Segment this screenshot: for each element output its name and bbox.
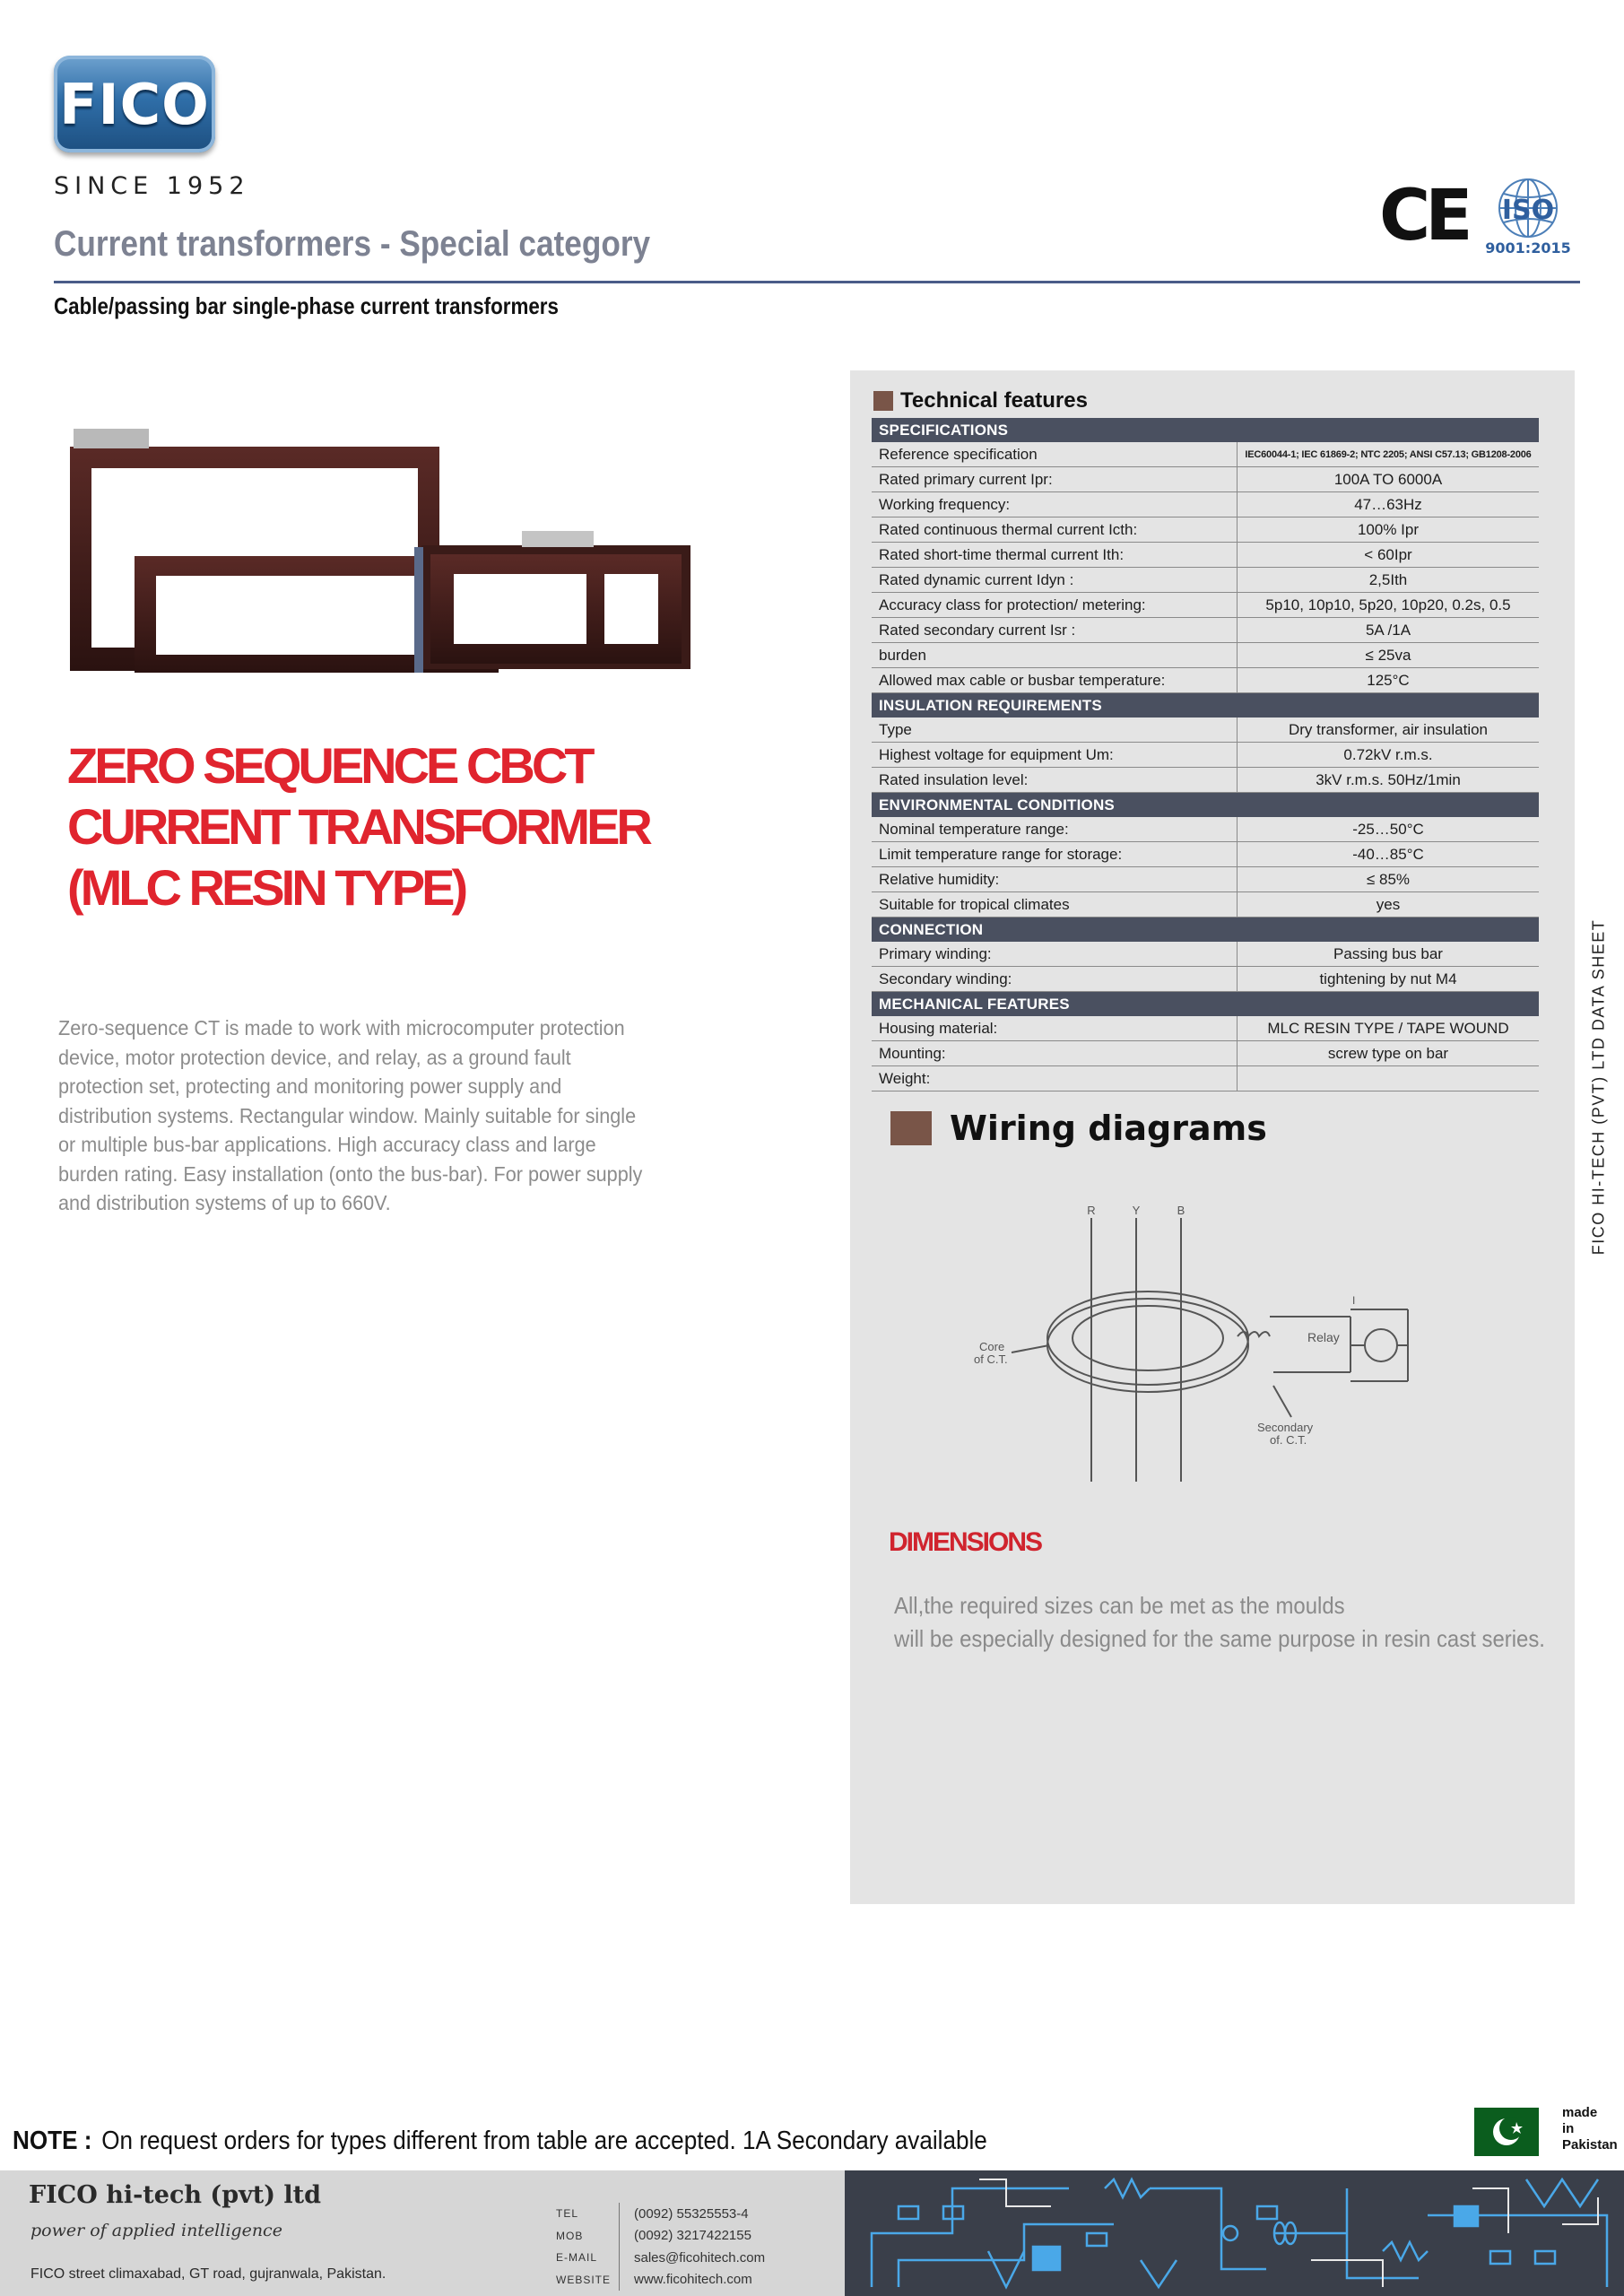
side-vertical-text: FICO HI-TECH (PVT) LTD DATA SHEET <box>1589 918 1608 1256</box>
section-insulation: INSULATION REQUIREMENTS <box>872 693 1539 718</box>
phase-label-r: R <box>1087 1204 1096 1217</box>
logo-text: FICO <box>59 71 210 137</box>
table-row: Housing material: MLC RESIN TYPE / TAPE WOUND <box>872 1016 1539 1041</box>
fico-logo <box>54 56 215 152</box>
made-in-pakistan: made in Pakistan <box>1562 2105 1618 2152</box>
circuit-pattern-icon <box>845 2170 1624 2296</box>
core-label: Core <box>979 1340 1005 1353</box>
secondary-label: Secondary <box>1257 1421 1314 1434</box>
core-label-2: of C.T. <box>974 1352 1008 1366</box>
note-label: NOTE : <box>13 2126 92 2155</box>
section-environmental: ENVIRONMENTAL CONDITIONS <box>872 793 1539 817</box>
section-specifications: SPECIFICATIONS <box>872 418 1539 442</box>
since-text: SINCE 1952 <box>54 172 250 200</box>
spec-table <box>872 418 1539 1091</box>
heading-square-icon <box>890 1111 932 1145</box>
table-row: Primary winding: Passing bus bar <box>872 942 1539 967</box>
wiring-diagrams-label: Wiring diagrams <box>950 1109 1267 1148</box>
table-row: Suitable for tropical climates yes <box>872 892 1539 918</box>
page-subtitle: Cable/passing bar single-phase current transformers <box>54 292 559 319</box>
table-row: Mounting: screw type on bar <box>872 1041 1539 1066</box>
contact-row-tel: TEL (0092) 55325553-4 <box>556 2203 843 2225</box>
table-row: Rated dynamic current Idyn : 2,5Ith <box>872 568 1539 593</box>
dimensions-heading: DIMENSIONS <box>889 1527 1042 1557</box>
table-row: Nominal temperature range: -25…50°C <box>872 817 1539 842</box>
table-row: Allowed max cable or busbar temperature: 125°C <box>872 668 1539 693</box>
dimensions-line-1: All,the required sizes can be met as the moulds <box>894 1592 1345 1619</box>
pakistan-flag-icon <box>1455 2108 1539 2156</box>
relay-label: Relay <box>1307 1330 1340 1344</box>
technical-features-heading <box>873 388 1088 413</box>
table-row: Highest voltage for equipment Um: 0.72kV r.m.s. <box>872 743 1539 768</box>
table-row: burden ≤ 25va <box>872 643 1539 668</box>
contact-row-mob: MOB (0092) 3217422155 <box>556 2225 843 2248</box>
technical-features-label: Technical features <box>900 388 1088 413</box>
page-title: Current transformers - Special category <box>54 224 651 264</box>
table-row: Rated insulation level: 3kV r.m.s. 50Hz/1min <box>872 768 1539 793</box>
current-label: I <box>1352 1294 1356 1307</box>
product-title: ZERO SEQUENCE CBCT CURRENT TRANSFORMER (MLC RESIN TYPE) <box>67 737 649 916</box>
product-description: Zero-sequence CT is made to work with microcomputer protection device, motor protection device, and relay, as a ground fault protection set, protecting and monitoring power supply and distribution systems. Rectangular window. Mainly suitable for single or multiple bus-bar applications. High accuracy class and large burden rating. Easy installation (onto the bus-bar). For power supply and distribution systems of up to 660V. <box>58 1016 643 1214</box>
table-row: Secondary winding: tightening by nut M4 <box>872 967 1539 992</box>
note-text: On request orders for types different from table are accepted. 1A Secondary available <box>101 2126 987 2155</box>
table-row: Accuracy class for protection/ metering: 5p10, 10p10, 5p20, 10p20, 0.2s, 0.5 <box>872 593 1539 618</box>
table-row: Working frequency: 47…63Hz <box>872 492 1539 517</box>
company-tagline: power of applied intelligence <box>30 2221 282 2240</box>
table-row: Limit temperature range for storage: -40…85°C <box>872 842 1539 867</box>
table-row: Rated primary current Ipr: 100A TO 6000A <box>872 467 1539 492</box>
company-name: FICO hi-tech (pvt) ltd <box>29 2181 322 2209</box>
ce-mark-icon: CE <box>1379 176 1468 257</box>
phase-label-y: Y <box>1132 1204 1141 1217</box>
table-row: Weight: <box>872 1066 1539 1091</box>
secondary-label-2: of. C.T. <box>1270 1433 1307 1447</box>
title-divider <box>54 281 1580 283</box>
iso-number: 9001:2015 <box>1485 239 1571 257</box>
table-row: Rated short-time thermal current Ith: < 60Ipr <box>872 543 1539 568</box>
contact-row-website: WEBSITE www.ficohitech.com <box>556 2269 843 2292</box>
dimensions-line-2: will be especially designed for the same purpose in resin cast series. <box>894 1625 1545 1652</box>
wiring-diagrams-heading <box>890 1109 1267 1148</box>
product-photo <box>63 422 708 691</box>
phase-label-b: B <box>1177 1204 1185 1217</box>
dimensions-text <box>894 1589 1545 1656</box>
wiring-diagram <box>933 1202 1417 1489</box>
table-row: Rated secondary current Isr : 5A /1A <box>872 618 1539 643</box>
table-row: Rated continuous thermal current Icth: 100% Ipr <box>872 517 1539 543</box>
iso-text: ISO <box>1501 195 1555 226</box>
table-row: Type Dry transformer, air insulation <box>872 718 1539 743</box>
iso-certification-icon <box>1480 176 1576 260</box>
heading-square-icon <box>873 391 893 411</box>
company-address: FICO street climaxabad, GT road, gujranwala, Pakistan. <box>30 2266 386 2282</box>
footer-note <box>13 2126 987 2156</box>
table-row: Relative humidity: ≤ 85% <box>872 867 1539 892</box>
section-connection: CONNECTION <box>872 918 1539 942</box>
table-row: Reference specification IEC60044-1; IEC 61869-2; NTC 2205; ANSI C57.13; GB1208-2006 <box>872 442 1539 467</box>
contact-block <box>556 2203 843 2291</box>
section-mechanical: MECHANICAL FEATURES <box>872 992 1539 1016</box>
contact-row-email: E-MAIL sales@ficohitech.com <box>556 2247 843 2269</box>
